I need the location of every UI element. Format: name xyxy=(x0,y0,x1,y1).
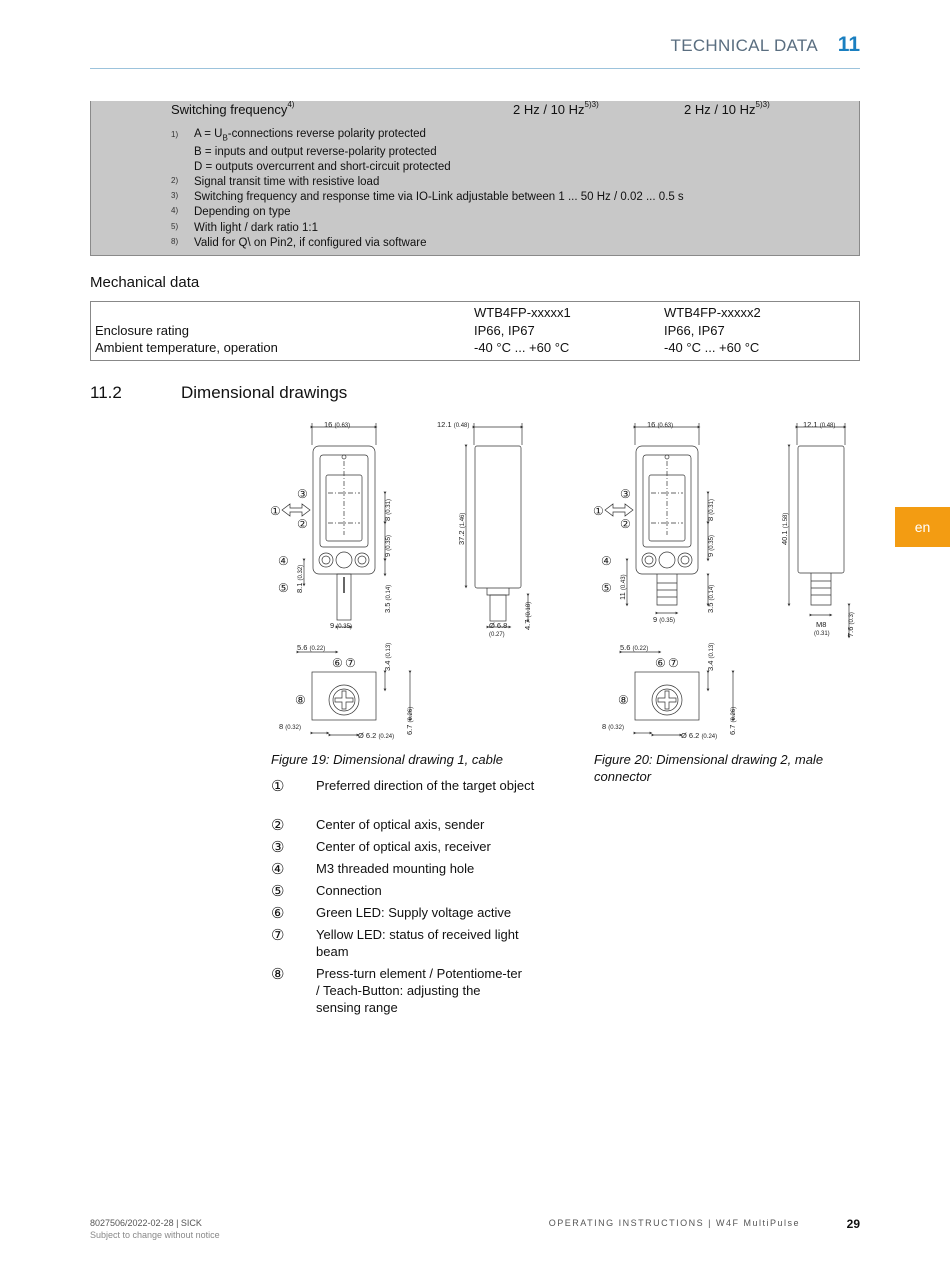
legend-number: ② xyxy=(271,817,285,834)
svg-text:40.1 (1.58): 40.1 (1.58) xyxy=(780,512,789,545)
svg-text:4.7 (0.18): 4.7 (0.18) xyxy=(523,601,532,630)
svg-text:11 (0.43): 11 (0.43) xyxy=(618,574,627,600)
mech-row-value: -40 °C ... +60 °C xyxy=(664,340,760,355)
svg-text:6.7 (0.26): 6.7 (0.26) xyxy=(728,706,737,735)
legend-number: ⑥ xyxy=(271,905,285,922)
legend-number: ③ xyxy=(271,839,285,856)
footnote-1b: B = inputs and output reverse-polarity protected xyxy=(194,146,437,158)
marker-1: ① xyxy=(270,504,281,518)
footnote-5-num: 5) xyxy=(171,222,179,231)
legend-number: ⑧ xyxy=(271,966,285,983)
svg-text:Ø 6.2 (0.24): Ø 6.2 (0.24) xyxy=(681,731,718,740)
footnote-8: Valid for Q\ on Pin2, if configured via software xyxy=(194,237,427,249)
svg-text:3.5 (0.14): 3.5 (0.14) xyxy=(706,584,715,613)
footnote-2: Signal transit time with resistive load xyxy=(194,176,380,188)
svg-text:37.2 (1.46): 37.2 (1.46) xyxy=(457,512,466,545)
section-title: Dimensional drawings xyxy=(181,383,348,402)
marker-5: ⑤ xyxy=(278,581,289,595)
legend-text: Preferred direction of the target object xyxy=(316,778,535,793)
svg-text:3.4 (0.13): 3.4 (0.13) xyxy=(706,642,715,671)
svg-text:16 (0.63): 16 (0.63) xyxy=(324,420,351,429)
svg-text:④: ④ xyxy=(601,554,612,568)
svg-text:③: ③ xyxy=(620,487,631,501)
mechanical-data-heading: Mechanical data xyxy=(90,274,200,291)
svg-text:Ø 6.8: Ø 6.8 xyxy=(489,621,508,630)
legend-text: Press-turn element / Potentiome-ter / Teach-Button: adjusting the sensing range xyxy=(316,966,522,1015)
svg-text:8 (0.31): 8 (0.31) xyxy=(706,499,715,521)
mech-row-label: Enclosure rating xyxy=(95,323,189,338)
marker-8: ⑧ xyxy=(295,693,306,707)
legend-text: Center of optical axis, sender xyxy=(316,817,485,832)
svg-text:9 (0.35): 9 (0.35) xyxy=(706,535,715,557)
svg-text:M8: M8 xyxy=(816,620,827,629)
footnote-8-num: 8) xyxy=(171,237,179,246)
svg-text:②: ② xyxy=(620,517,631,531)
svg-text:12.1 (0.48): 12.1 (0.48) xyxy=(803,420,836,429)
svg-text:(0.31): (0.31) xyxy=(814,631,830,637)
legend-text: Yellow LED: status of received light beam xyxy=(316,927,519,959)
legend-number: ⑤ xyxy=(271,883,285,900)
svg-text:9 (0.35): 9 (0.35) xyxy=(653,615,675,624)
section-number: 11.2 xyxy=(90,383,122,402)
figure-20-caption: Figure 20: Dimensional drawing 2, male connector xyxy=(594,752,824,784)
footer-doc-title: OPERATING INSTRUCTIONS | W4F MultiPulse xyxy=(548,1218,800,1228)
legend-number: ④ xyxy=(271,861,285,878)
legend-text: Center of optical axis, receiver xyxy=(316,839,491,854)
svg-text:12.1 (0.48): 12.1 (0.48) xyxy=(437,420,470,429)
mech-row-value: -40 °C ... +60 °C xyxy=(474,340,570,355)
mechanical-data-table xyxy=(90,301,860,361)
language-tab-en[interactable]: en xyxy=(895,507,950,547)
drawing1-side-view xyxy=(466,423,528,627)
svg-text:8 (0.32): 8 (0.32) xyxy=(602,722,624,731)
header-divider xyxy=(90,68,860,69)
legend-text: M3 threaded mounting hole xyxy=(316,861,475,876)
dimensional-drawings xyxy=(260,415,870,745)
svg-text:6.7 (0.26): 6.7 (0.26) xyxy=(405,706,414,735)
svg-text:7.6 (0.3): 7.6 (0.3) xyxy=(846,612,855,637)
mech-row-value: IP66, IP67 xyxy=(474,323,535,338)
legend-number: ⑦ xyxy=(271,927,285,944)
svg-text:(0.27): (0.27) xyxy=(489,632,505,638)
marker-4: ④ xyxy=(278,554,289,568)
svg-text:16 (0.63): 16 (0.63) xyxy=(647,420,674,429)
footnote-3: Switching frequency and response time via IO-Link adjustable between 1 ... 50 Hz / 0.02 ... 0.5 s xyxy=(194,191,684,203)
svg-text:①: ① xyxy=(593,504,604,518)
svg-text:⑤: ⑤ xyxy=(601,581,612,595)
switching-frequency-value-1: 2 Hz / 10 $Hz^{5)3)}$ xyxy=(513,100,599,117)
marker-3: ③ xyxy=(297,487,308,501)
switching-frequency-value-2: 2 Hz / 10 $Hz^{5)3)}$ xyxy=(684,100,770,117)
switching-frequency-label: Switching frequency$^{4)}$ xyxy=(171,100,295,117)
drawing2-side-view xyxy=(789,423,849,637)
electrical-data-table xyxy=(90,101,860,256)
svg-text:Ø 6.2 (0.24): Ø 6.2 (0.24) xyxy=(358,731,395,740)
footer-notice: Subject to change without notice xyxy=(90,1230,220,1240)
svg-text:8 (0.32): 8 (0.32) xyxy=(279,722,301,731)
footnote-2-num: 2) xyxy=(171,176,179,185)
legend-text: Green LED: Supply voltage active xyxy=(316,905,512,920)
svg-text:8 (0.31): 8 (0.31) xyxy=(383,499,392,521)
svg-text:⑦: ⑦ xyxy=(668,656,679,670)
footnote-4: Depending on type xyxy=(194,206,291,218)
running-header-title: TECHNICAL DATA xyxy=(670,36,818,55)
svg-text:5.6 (0.22): 5.6 (0.22) xyxy=(620,643,649,652)
mech-row-label: Ambient temperature, operation xyxy=(95,340,278,355)
marker-2: ② xyxy=(297,517,308,531)
chapter-number: 11 xyxy=(837,33,860,56)
svg-text:⑧: ⑧ xyxy=(618,693,629,707)
svg-text:3.5 (0.14): 3.5 (0.14) xyxy=(383,584,392,613)
footnote-1c: D = outputs overcurrent and short-circuit protected xyxy=(194,161,451,173)
footnote-3-num: 3) xyxy=(171,191,179,200)
svg-text:5.6 (0.22): 5.6 (0.22) xyxy=(297,643,326,652)
figure-19-caption: Figure 19: Dimensional drawing 1, cable xyxy=(271,752,503,767)
marker-6: ⑥ xyxy=(332,656,343,670)
footnote-1: 1) $A = U_B$-connections reverse polarity protected xyxy=(171,128,426,143)
svg-text:3.4 (0.13): 3.4 (0.13) xyxy=(383,642,392,671)
mech-col-header-1: WTB4FP-xxxxx1 xyxy=(474,305,571,320)
svg-text:9 (0.35): 9 (0.35) xyxy=(383,535,392,557)
mech-col-header-2: WTB4FP-xxxxx2 xyxy=(664,305,761,320)
marker-7: ⑦ xyxy=(345,656,356,670)
footnote-5: With light / dark ratio 1:1 xyxy=(194,222,318,234)
legend-text: Connection xyxy=(316,883,382,898)
page-number: 29 xyxy=(846,1217,860,1231)
svg-text:8.1 (0.32): 8.1 (0.32) xyxy=(295,564,304,593)
footer-doc-id: 8027506/2022-02-28 | SICK xyxy=(90,1218,202,1228)
mech-row-value: IP66, IP67 xyxy=(664,323,725,338)
svg-text:9 (0.35): 9 (0.35) xyxy=(330,621,352,630)
legend-number: ① xyxy=(271,778,285,795)
footnote-4-num: 4) xyxy=(171,206,179,215)
svg-text:⑥: ⑥ xyxy=(655,656,666,670)
